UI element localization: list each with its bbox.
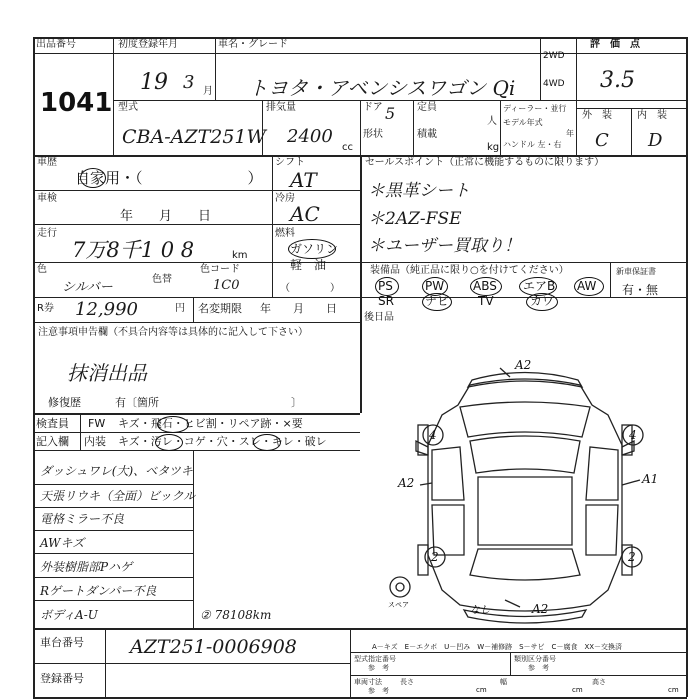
windshield-circle [157,416,189,433]
interior-check-label: 内装 [84,435,106,448]
month-unit: 月 [203,86,213,97]
load-label: 積載 [417,129,437,140]
type-cert-label: 型式指定番号 [354,655,396,663]
equipment-abs: ABS [473,279,497,293]
fuel-other: （ ） [280,283,340,294]
equipment-aw: AW [577,279,597,293]
interior-circle [155,434,183,451]
inspector-remark: ボディA-U [40,608,98,622]
windshield-items: キズ・飛石・ヒビ割・リペア跡・×要 [118,417,303,430]
windshield-label: FW [88,417,106,430]
history-value: 自家用・（ ） [75,169,263,187]
color: シルバー [62,280,113,295]
notes-value: 抹消出品 [67,361,147,385]
recycle-amount: 12,990 [75,299,138,320]
vehicle-size-label: 車両寸法 [354,678,382,686]
dealer-label: ディーラー・並行 [503,104,567,113]
shift: AT [290,168,317,192]
color-label: 色 [37,264,47,275]
kg-unit: kg [487,142,500,153]
name-change-deadline: 年 月 日 [260,302,337,315]
repair-history-label: 修復歴 [48,396,81,409]
drive-2wd: 2WD [543,51,565,61]
model-code: CBA-AZT251W [122,126,267,148]
color-code-label: 色コード [200,264,240,275]
equipment-tv: TV [478,294,494,308]
equipment-label: 装備品（純正品に限り○を付けてください） [370,265,569,276]
color-change-label: 色替 [152,274,172,285]
damage-mark: 4 [429,428,437,442]
damage-mark: A2 [398,476,415,490]
interior-grade: D [648,130,663,151]
capacity-label: 定員 [417,102,437,113]
spare-label: スペア [388,601,409,609]
registration-number-label: 登録番号 [40,672,84,685]
exterior-label: 外 装 [582,110,612,121]
fuel-options: ガソリン 軽 油 [290,242,351,272]
damage-mark: A2 [515,358,532,372]
damage-legend: A－キズ E－エクボ U－凹み W－補修跡 S－サビ C－腐食 XX－交換済 [372,643,623,651]
length-label: 長さ [400,678,414,686]
height-label: 高さ [592,678,606,686]
inspector-remark: 電格ミラー不良 [40,512,125,526]
equipment-circle [422,293,452,311]
type-cert-ref: 参 考 [368,664,389,672]
registration-year: 19 [140,70,168,95]
vehicle-size-ref: 参 考 [368,687,389,695]
sales-point-item: ＊2AZ-FSE [368,209,462,229]
damage-mark: 2 [628,550,636,564]
shift-label: シフト [275,157,305,168]
inspector-remark: 外装樹脂部Pハゲ [40,560,133,574]
inspector-remark: ダッシュワレ(大)、ベタツキ [40,464,193,478]
equipment-circle [470,277,502,296]
equipment-pw: PW [425,279,445,293]
sales-point-item: ＊ユーザー買取り！ [368,236,521,256]
equipment-circle [526,293,558,311]
km-unit: km [232,250,248,261]
inspector-entry-label: 記入欄 [36,435,69,448]
inspector-label: 検査員 [36,417,69,430]
doors-label: ドア [363,102,383,113]
aircon: AC [290,202,320,226]
equipment-ps: PS [378,279,393,293]
length-unit: cm [476,686,487,694]
equipment-circle [574,277,604,296]
displacement-label: 排気量 [266,102,296,113]
handle-label: ハンドル 左・右 [503,140,562,149]
person-unit: 人 [487,116,497,127]
sales-point-item: ＊黒革シート [368,181,470,201]
class-number-label: 類別区分番号 [514,655,556,663]
history-label: 車歴 [37,157,57,168]
auction-score: 3.5 [600,68,635,93]
vehicle-damage-diagram [360,355,695,625]
damage-mark: 4 [629,428,637,442]
class-number-ref: 参 考 [528,664,549,672]
name-change-deadline-label: 名変期限 [198,302,242,315]
shape-label: 形状 [363,129,383,140]
equipment-leather: カワ [530,294,555,308]
fuel-label: 燃料 [275,228,295,239]
equipment-navi: ナビ [425,294,450,308]
model-year-label: モデル年式 [503,118,543,127]
lot-number: 1041 [40,88,113,118]
inspector-remark: AWキズ [40,536,85,550]
damage-mark: A2 [532,602,549,616]
doors: 5 [385,104,396,123]
score-label: 評 価 点 [590,39,640,50]
interior-circle [253,434,281,451]
notes-label: 注意事項申告欄（不具合内容等は具体的に記入して下さい） [38,327,308,338]
chassis-label: 車台番号 [40,636,84,649]
interior-label: 内 装 [637,110,667,121]
equipment-circle [375,277,399,296]
yen-unit: 円 [175,303,185,314]
cc-unit: cc [342,142,353,153]
inspection-date: 年 月 日 [120,209,212,224]
equipment-airbag: エアB [523,279,556,293]
recycle-label: R券 [37,303,54,314]
aircon-label: 冷房 [275,193,295,204]
mileage-label: 走行 [37,228,57,239]
first-registration-label: 初度登録年月 [118,39,178,50]
car-name-label: 車名・グレード [218,39,288,50]
inspection-label: 車検 [37,193,57,204]
warranty-value: 有・無 [622,283,659,297]
later-items-label: 後日品 [364,312,394,323]
color-code: 1C0 [213,278,240,293]
spare-value: なし [470,605,490,616]
repair-history: 有〔箇所 〕 [115,396,302,409]
drive-4wd: 4WD [543,79,565,89]
warranty-label: 新車保証書 [616,267,656,276]
fuel-selection-circle [288,239,336,259]
inspector-remark: Rゲートダンパー不良 [40,584,157,598]
sales-points-label: セールスポイント（正常に機能するものに限ります） [365,157,605,168]
displacement: 2400 [287,126,333,147]
damage-mark: A1 [642,472,659,486]
equipment-sr: SR [378,294,394,308]
width-label: 幅 [500,678,507,686]
damage-mark: 2 [431,550,439,564]
interior-check-items: キズ・汚レ・コゲ・穴・スレ・キレ・破レ [118,435,327,448]
width-unit: cm [572,686,583,694]
model-label: 型式 [118,102,138,113]
car-name: トヨタ・アベンシスワゴン Qi [248,76,516,100]
history-selection-circle [80,168,106,188]
lot-number-label: 出品番号 [36,39,76,50]
inspector-remark: 天張リウキ（全面）ビックル [40,489,196,503]
height-unit: cm [668,686,679,694]
exterior-grade: C [595,130,609,151]
registration-month: 3 [183,72,195,93]
inspector-remark: ② 78108km [200,608,272,622]
year-unit: 年 [566,129,574,138]
mileage: 7万8千1 0 8 [72,238,195,262]
chassis-number: AZT251-0006908 [130,636,297,658]
